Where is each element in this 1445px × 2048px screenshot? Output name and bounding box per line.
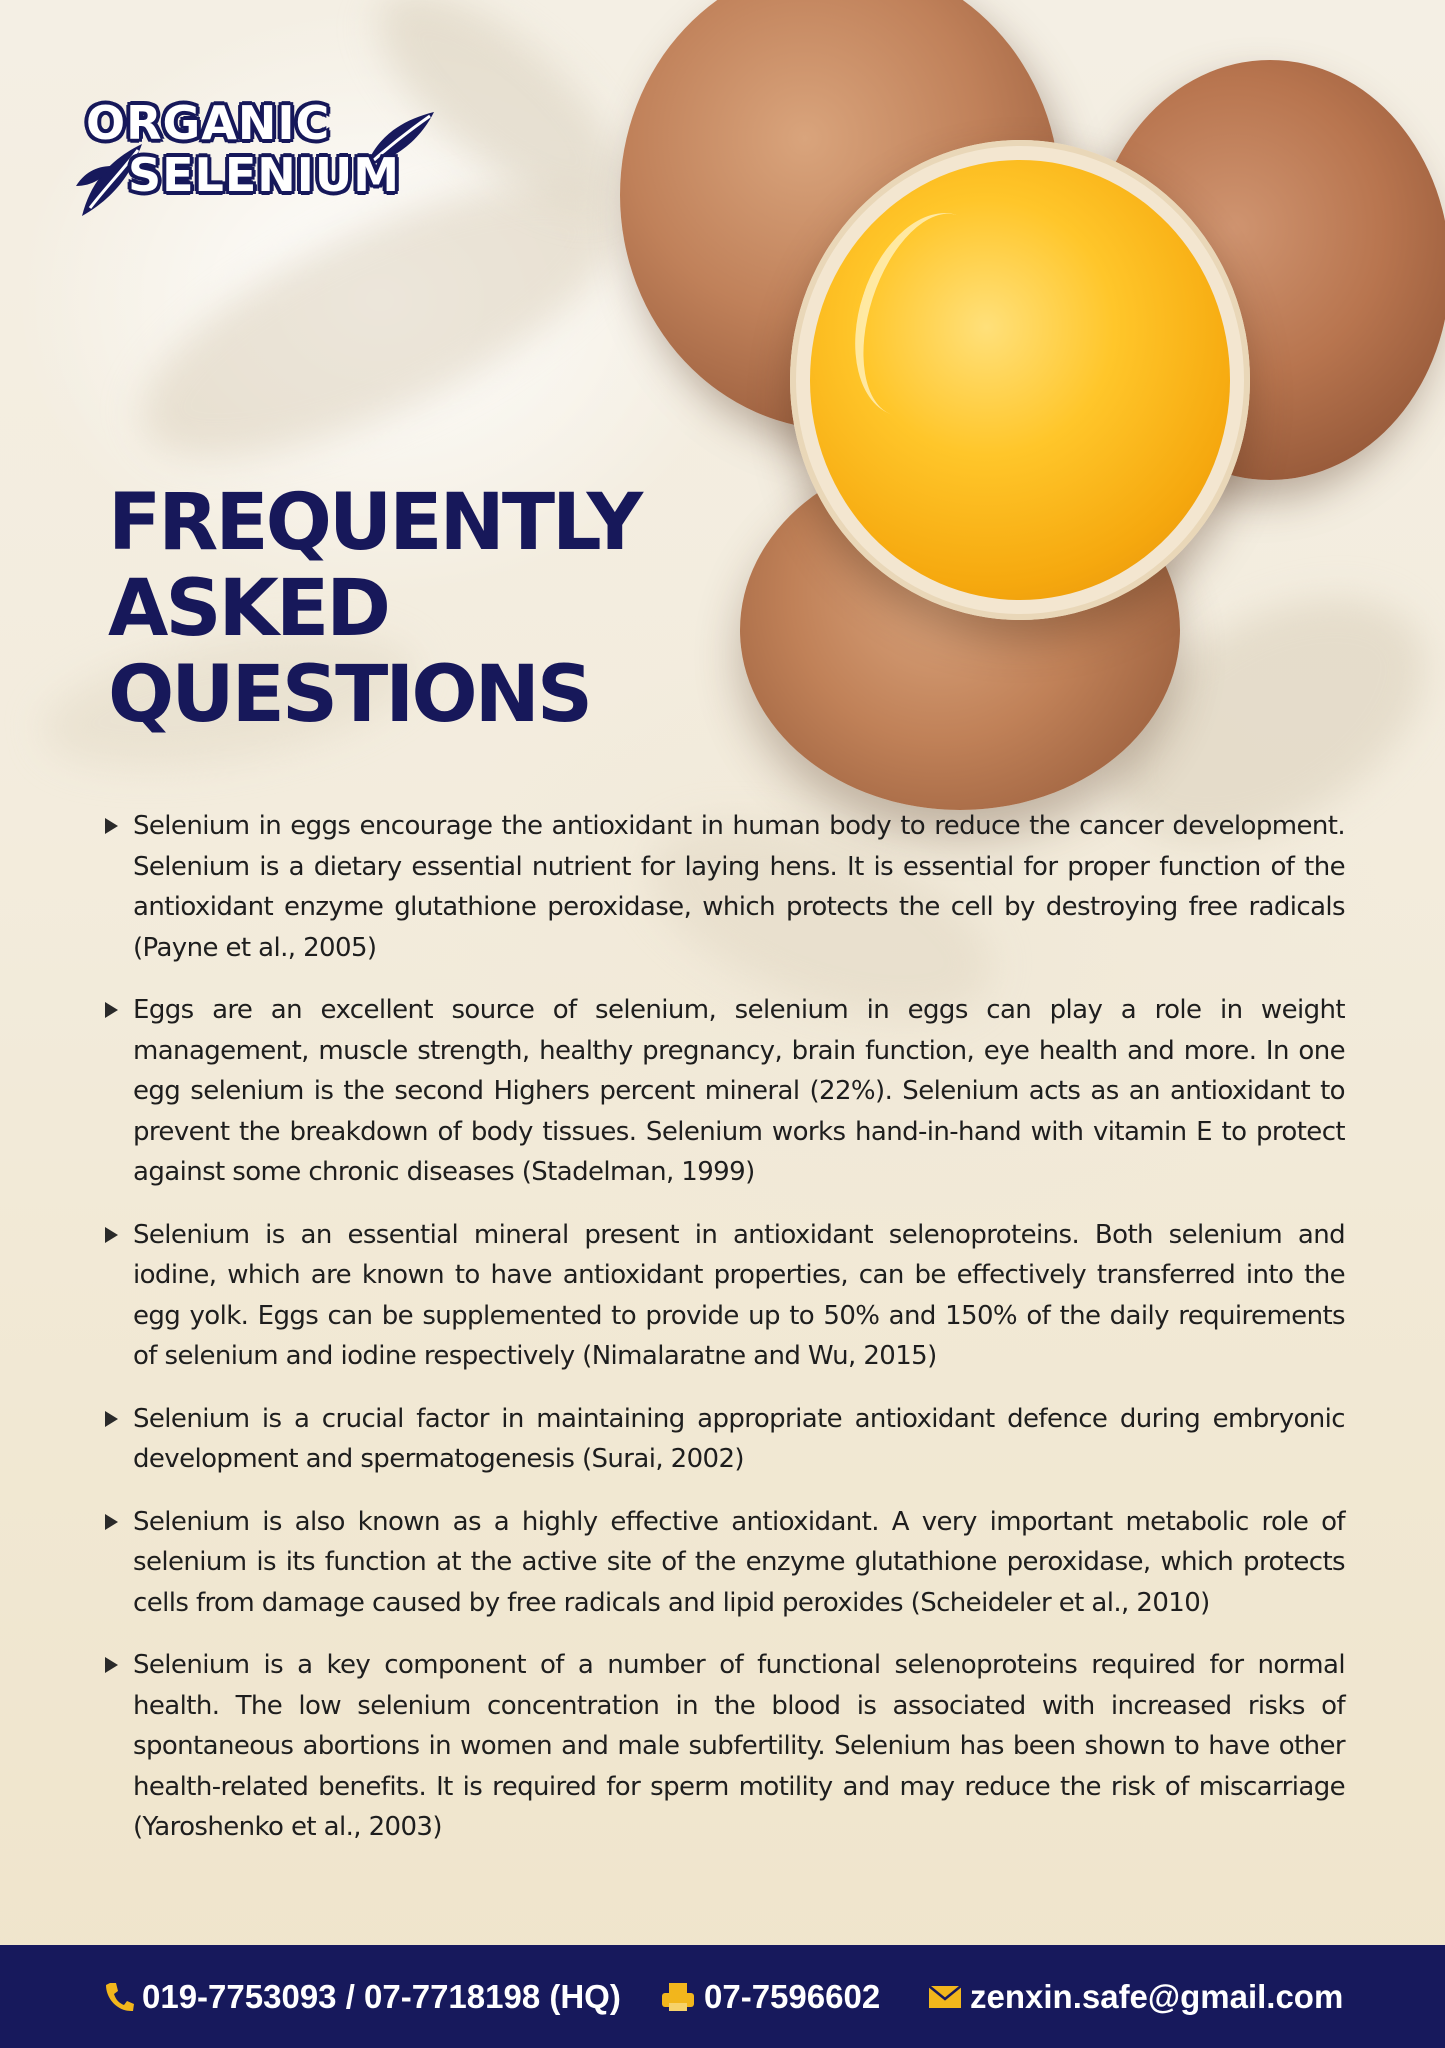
page-title bbox=[108, 480, 668, 738]
title-line: ASKED bbox=[108, 564, 389, 654]
faq-item bbox=[105, 1399, 1345, 1480]
bullet-arrow-icon bbox=[105, 1657, 118, 1673]
title-line: FREQUENTLY bbox=[108, 478, 641, 568]
phone-contact bbox=[104, 1945, 621, 2048]
phone-numbers: 019-7753093 / 07-7718198 (HQ) bbox=[142, 1977, 621, 2015]
email-icon bbox=[928, 1985, 962, 2009]
faq-text: Selenium is an essential mineral present in antioxidant selenoproteins. Both selenium and iodine, which are known to have antioxidant properties, can be effectively transferred into the egg yolk. Eggs can be supplemented to provide up to 50% and 150% of the daily requirements of selenium and iodine respectively (Nimalaratne and Wu, 2015) bbox=[133, 1219, 1345, 1371]
bullet-arrow-icon bbox=[105, 1411, 118, 1427]
organic-selenium-logo bbox=[80, 96, 440, 226]
email-address[interactable]: zenxin.safe@gmail.com bbox=[970, 1977, 1344, 2015]
eggs-photo bbox=[560, 0, 1445, 800]
faq-text: Eggs are an excellent source of selenium, selenium in eggs can play a role in weight management, muscle strength, healthy pregnancy, brain function, eye health and more. In one egg selenium is the second Highers percent mineral (22%). Selenium acts as an antioxidant to prevent the breakdown of body tissues. Selenium works hand-in-hand with vitamin E to protect against some chronic diseases (Stadelman, 1999) bbox=[133, 995, 1345, 1187]
fax-icon bbox=[660, 1981, 696, 2013]
faq-item bbox=[105, 806, 1345, 968]
logo-line-selenium: SELENIUM bbox=[128, 148, 401, 202]
faq-list bbox=[105, 806, 1345, 1870]
faq-item bbox=[105, 990, 1345, 1193]
faq-text: Selenium in eggs encourage the antioxidant in human body to reduce the cancer development. Selenium is a dietary essential nutrient for laying hens. It is essential for proper function of the antioxidant enzyme glutathione peroxidase, which protects the cell by destroying free radicals (Payne et al., 2005) bbox=[133, 811, 1345, 963]
faq-text: Selenium is also known as a highly effective antioxidant. A very important metabolic role of selenium is its function at the active site of the enzyme glutathione peroxidase, which protects cells from damage caused by free radicals and lipid peroxides (Scheideler et al., 2010) bbox=[133, 1506, 1345, 1618]
bullet-arrow-icon bbox=[105, 818, 118, 834]
bullet-arrow-icon bbox=[105, 1514, 118, 1530]
fax-contact bbox=[660, 1945, 880, 2048]
phone-icon bbox=[104, 1981, 134, 2013]
faq-text: Selenium is a crucial factor in maintaining appropriate antioxidant defence during embryonic development and spermatogenesis (Surai, 2002) bbox=[133, 1403, 1345, 1474]
faq-item bbox=[105, 1645, 1345, 1848]
bullet-arrow-icon bbox=[105, 1002, 118, 1018]
fax-number: 07-7596602 bbox=[704, 1977, 881, 2015]
bullet-arrow-icon bbox=[105, 1227, 118, 1243]
title-line: QUESTIONS bbox=[108, 650, 591, 740]
faq-text: Selenium is a key component of a number of functional selenoproteins required for normal health. The low selenium concentration in the blood is associated with increased risks of spontaneous abortions in women and male subfertility. Selenium has been shown to have other health-related benefits. It is required for sperm motility and may reduce the risk of miscarriage (Yaroshenko et al., 2003) bbox=[133, 1650, 1345, 1842]
email-contact bbox=[928, 1945, 1343, 2048]
faq-item bbox=[105, 1215, 1345, 1377]
logo-line-organic: ORGANIC bbox=[86, 96, 331, 150]
faq-item bbox=[105, 1502, 1345, 1624]
contact-footer bbox=[0, 1945, 1445, 2048]
